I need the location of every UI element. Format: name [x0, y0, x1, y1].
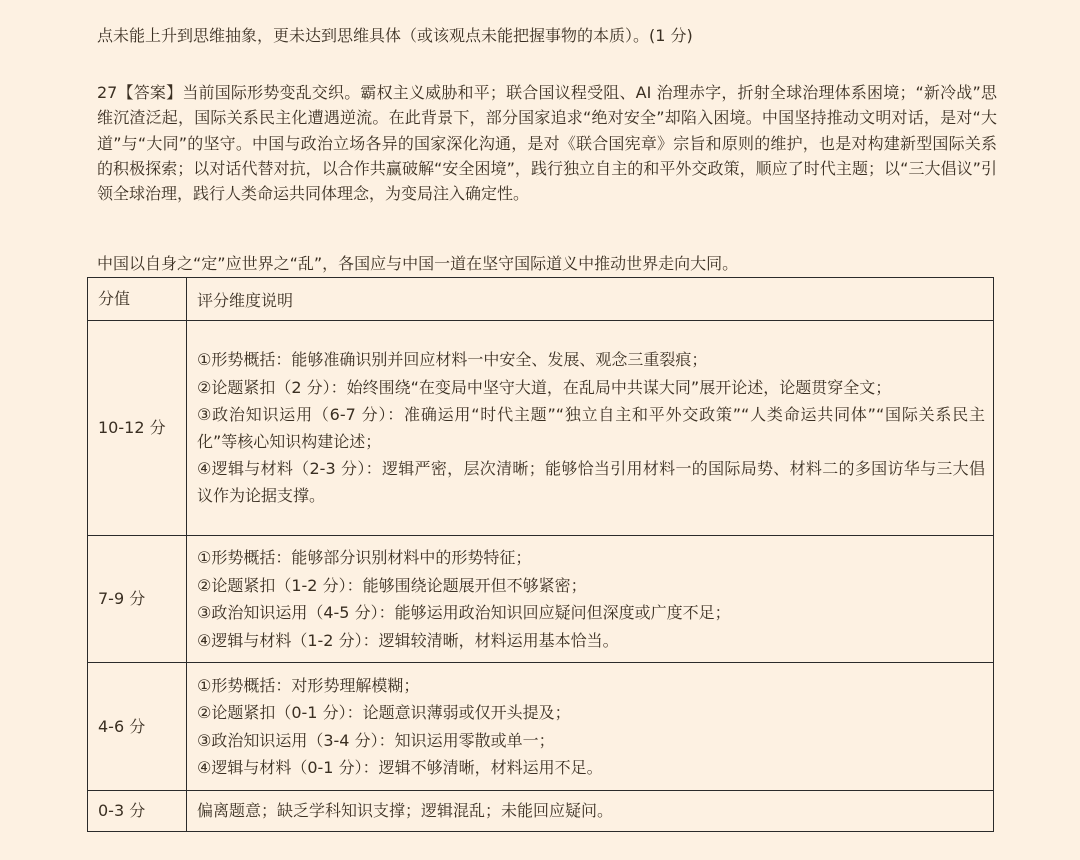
previous-answer-tail: 点未能上升到思维抽象，更未达到思维具体（或该观点未能把握事物的本质）。(1 分): [97, 26, 693, 45]
criterion-item: ③政治知识运用（4-5 分）：能够运用政治知识回应疑问但深度或广度不足；: [197, 603, 731, 622]
criterion-item: ①形势概括：对形势理解模糊；: [197, 675, 420, 695]
answer-27: [97, 80, 997, 206]
answer-paragraph: [97, 80, 997, 206]
criterion-item: ②论题紧扣（0-1 分）：论题意识薄弱或仅开头提及；: [197, 703, 571, 722]
criterion-item: ③政治知识运用（3-4 分）：知识运用零散或单一；: [197, 730, 555, 750]
table-row: [88, 791, 994, 832]
criterion-item: ④逻辑与材料（2-3 分）：逻辑严密，层次清晰；能够恰当引用材料一的国际局势、材料二的多国访华与三大倡议作为论据支撑。: [197, 459, 985, 506]
answer-body: 当前国际形势变乱交织。霸权主义威胁和平；联合国议程受阻、AI 治理赤字，折射全球治理体系困境；“新冷战”思维沉渣泛起，国际关系民主化遭遇逆流。在此背景下，部分国家追求“绝对安全”却陷入困境。中国坚持推动文明对话，是对“大道”与“大同”的坚守。中国与政治立场各异的国家深化沟通，是对《联合国宪章》宗旨和原则的维护，也是对构建新型国际关系的积极探索；以对话代替对抗，以合作共赢破解“安全困境”，践行独立自主的和平外交政策，顺应了时代主题；以“三大倡议”引领全球治理，践行人类命运共同体理念，为变局注入确定性。: [97, 83, 997, 204]
criterion-item: ②论题紧扣（1-2 分）：能够围绕论题展开但不够紧密；: [197, 575, 587, 595]
criterion-item: ②论题紧扣（2 分）：始终围绕“在变局中坚守大道，在乱局中共谋大同”展开论述，论题贯穿全文；: [197, 377, 892, 397]
header-score: 分值: [88, 278, 187, 321]
criteria-cell: [187, 536, 994, 663]
criterion-item: ④逻辑与材料（1-2 分）：逻辑较清晰，材料运用基本恰当。: [197, 630, 619, 650]
scoring-rubric-table: [87, 277, 994, 832]
score-cell: 7-9 分: [88, 536, 187, 663]
score-cell: 10-12 分: [88, 321, 187, 536]
table-header-row: [88, 278, 994, 321]
table-row: [88, 536, 994, 663]
criterion-item: ①形势概括：能够准确识别并回应材料一中安全、发展、观念三重裂痕；: [197, 350, 708, 370]
criterion-item: ①形势概括：能够部分识别材料中的形势特征；: [197, 548, 532, 567]
criteria-cell: [187, 663, 994, 791]
criteria-cell: [187, 791, 994, 832]
question-number: 27: [97, 83, 118, 102]
table-row: [88, 663, 994, 791]
header-description: 评分维度说明: [187, 278, 994, 321]
score-cell: 0-3 分: [88, 791, 187, 832]
criterion-item: 偏离题意；缺乏学科知识支撑；逻辑混乱；未能回应疑问。: [197, 801, 614, 820]
criterion-item: ④逻辑与材料（0-1 分）：逻辑不够清晰，材料运用不足。: [197, 758, 603, 777]
table-row: [88, 321, 994, 536]
criterion-item: ③政治知识运用（6-7 分）：准确运用“时代主题”“独立自主和平外交政策”“人类命运共同体”“国际关系民主化”等核心知识构建论述；: [197, 404, 985, 451]
score-cell: 4-6 分: [88, 663, 187, 791]
answer-conclusion: 中国以自身之“定”应世界之“乱”，各国应与中国一道在坚守国际道义中推动世界走向大同。: [97, 254, 739, 273]
criteria-cell: [187, 321, 994, 536]
answer-tag: 【答案】: [117, 83, 183, 102]
